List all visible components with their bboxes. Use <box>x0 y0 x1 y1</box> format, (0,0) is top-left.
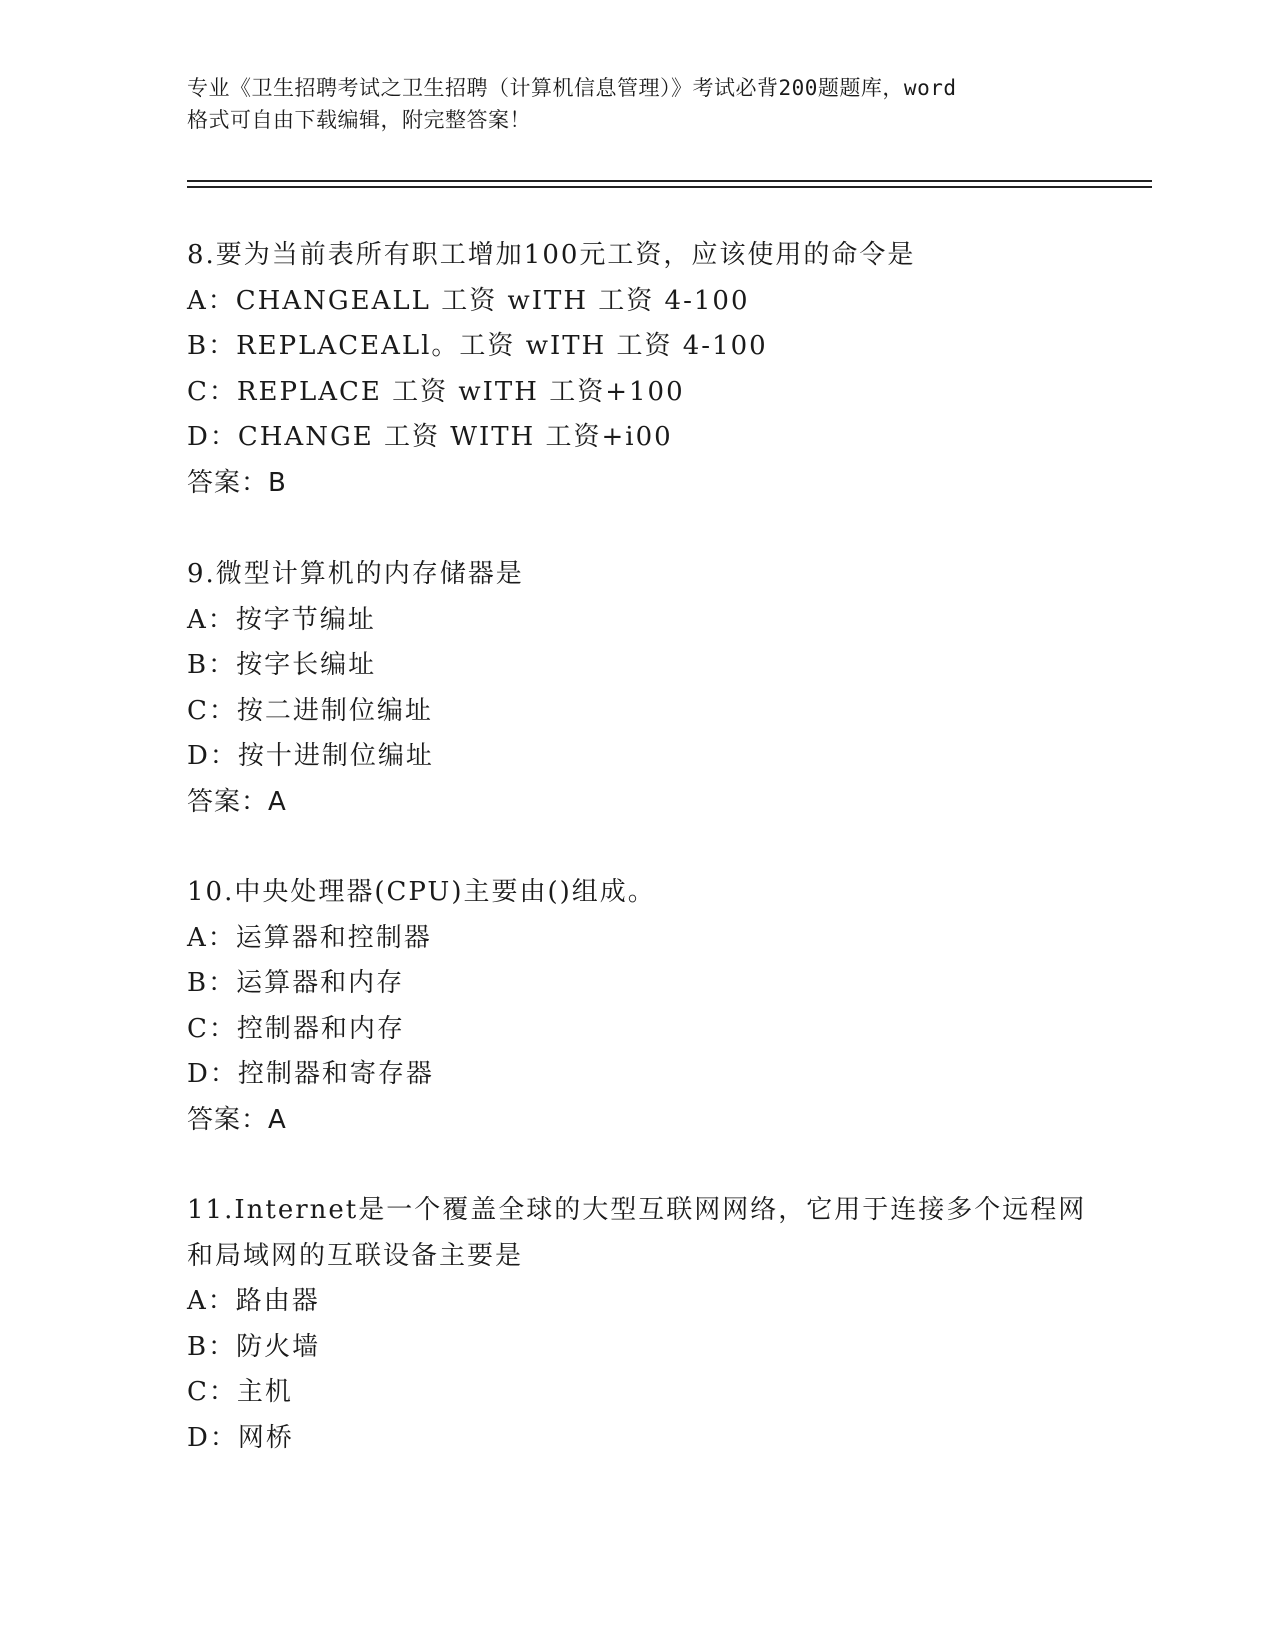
option-a: A：按字节编址 <box>187 604 376 635</box>
header-line-2: 格式可自由下载编辑，附完整答案！ <box>187 108 531 132</box>
option-d: D：按十进制位编址 <box>187 741 434 771</box>
option-c: C：按二进制位编址 <box>187 695 433 726</box>
question-stem: 10.中央处理器(CPU)主要由()组成。 <box>187 877 656 907</box>
question-8 <box>187 233 1087 506</box>
answer-line: 答案：A <box>187 1104 287 1135</box>
option-d: D：控制器和寄存器 <box>187 1059 434 1089</box>
option-b: B：运算器和内存 <box>187 968 405 998</box>
header-divider-top <box>187 180 1152 182</box>
option-a: A：CHANGEALL 工资 wITH 工资 4-100 <box>187 285 750 316</box>
answer-line: 答案：A <box>187 786 287 817</box>
question-11 <box>187 1188 1087 1461</box>
header-line-1: 专业《卫生招聘考试之卫生招聘（计算机信息管理）》考试必背200题题库，word <box>187 76 957 100</box>
document-header <box>187 72 1087 136</box>
header-divider-bottom <box>187 186 1152 188</box>
option-b: B：REPLACEALl。工资 wITH 工资 4-100 <box>187 331 768 361</box>
option-c: C：REPLACE 工资 wITH 工资+100 <box>187 376 685 407</box>
option-b: B：防火墙 <box>187 1331 321 1362</box>
option-c: C：控制器和内存 <box>187 1013 405 1044</box>
question-9 <box>187 552 1087 825</box>
option-d: D：网桥 <box>187 1422 294 1453</box>
question-stem: 9.微型计算机的内存储器是 <box>187 559 524 589</box>
question-10 <box>187 870 1087 1143</box>
option-b: B：按字长编址 <box>187 650 377 680</box>
option-a: A：运算器和控制器 <box>187 922 432 953</box>
option-d: D：CHANGE 工资 WITH 工资+i00 <box>187 422 673 452</box>
question-stem: 11.Internet是一个覆盖全球的大型互联网网络，它用于连接多个远程网和局域网的互联设备主要是 <box>187 1195 1087 1271</box>
option-a: A：路由器 <box>187 1286 320 1316</box>
question-stem: 8.要为当前表所有职工增加100元工资，应该使用的命令是 <box>187 240 916 270</box>
answer-line: 答案：B <box>187 467 287 498</box>
option-c: C：主机 <box>187 1377 293 1407</box>
